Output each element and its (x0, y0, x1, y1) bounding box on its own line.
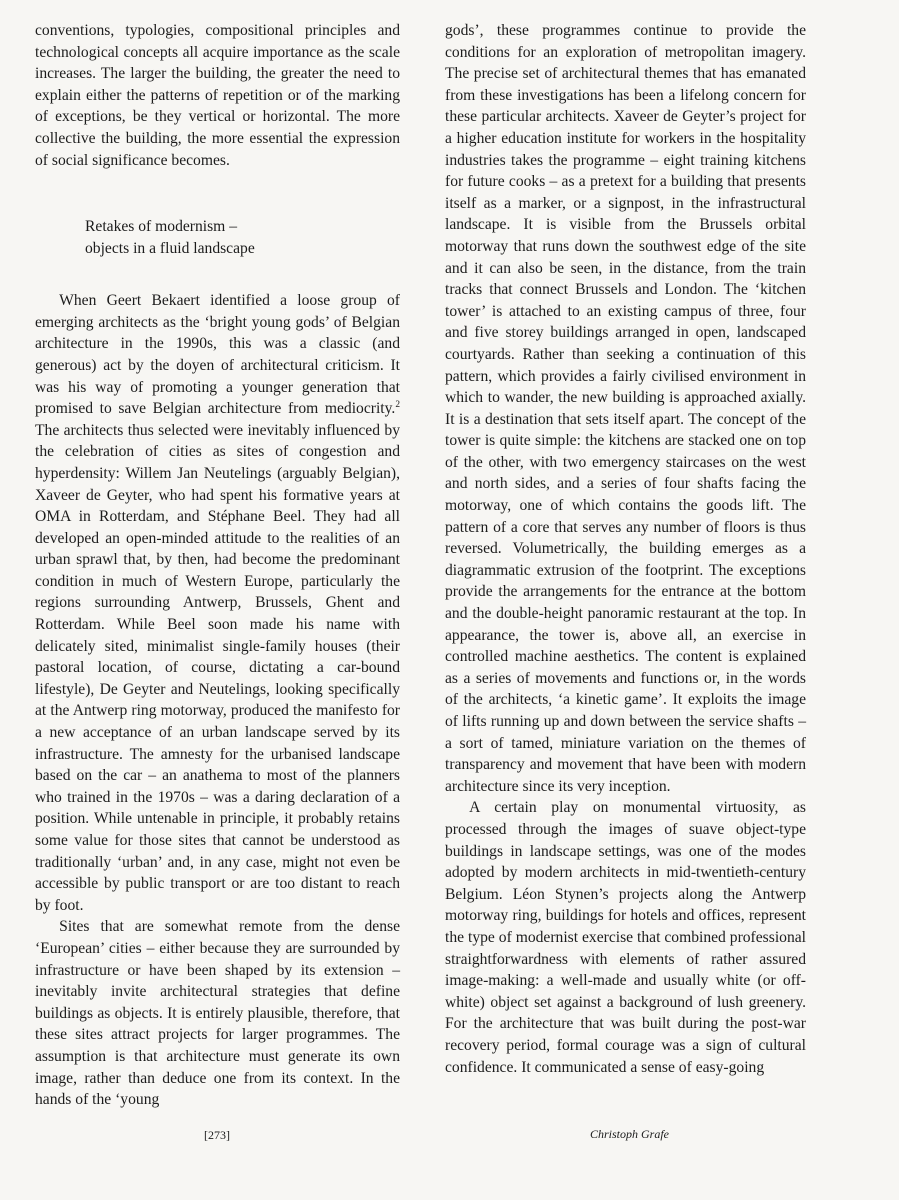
running-footer-author: Christoph Grafe (590, 1127, 670, 1141)
paragraph-monumental: A certain play on monumental virtuosity, as processed through the images of suave object-type buildings in landscape settings, was one of the modes adopted by modern architects in mid-twentieth-century Belgium. Léon Stynen’s projects along the Antwerp motorway ring, buildings for hotels and offices, represent the type of modernist exercise that combined professional straightforwardness with elements of rather assured image-making: a well-made and usually white (or off-white) object set against a background of lush greenery. For the architecture that was built during the post-war recovery period, formal courage was a sign of cultural confidence. It communicated a sense of easy-going (445, 799, 806, 1076)
section-heading-line-2: objects in a fluid landscape (85, 240, 255, 258)
left-column (35, 20, 400, 1111)
right-column (445, 20, 806, 1078)
footnote-ref[interactable]: 2 (395, 399, 400, 410)
section-heading-line-1: Retakes of modernism – (85, 218, 238, 236)
paragraph-bekaert-text-a: When Geert Bekaert identified a loose group of emerging architects as the ‘bright young gods’ of Belgian architecture in the 1990s, this was a classic (and generous) act by the doyen of architectural criticism. It was his way of promoting a younger generation that promised to save Belgian architecture from mediocrity. (35, 292, 400, 418)
paragraph-bekaert (35, 290, 400, 916)
paragraph-bekaert-text-b: The architects thus selected were inevitably influenced by the celebration of cities as sites of congestion and hyperdensity: Willem Jan Neutelings (arguably Belgian), Xaveer de Geyter, who had spent his formative years at OMA in Rotterdam, and Stéphane Beel. They had all developed an open-minded attitude to the realities of an urban sprawl that, by then, had become the predominant condition in much of Western Europe, particularly the regions surrounding Antwerp, Brussels, Ghent and Rotterdam. While Beel soon made his name with delicately sited, minimalist single-family houses (their pastoral location, of course, dictating a car-bound lifestyle), De Geyter and Neutelings, looking specifically at the Antwerp ring motorway, produced the manifesto for a new acceptance of an urban landscape served by its infrastructure. The amnesty for the urbanised landscape based on the car – an anathema to most of the planners who trained in the 1970s – was a daring declaration of a position. While untenable in principle, it probably retains some value for those sites that cannot be understood as traditionally ‘urban’ and, in any case, might not even be accessible by public transport or are too distant to reach by foot. (35, 421, 400, 914)
section-heading (85, 216, 400, 260)
paragraph-continued-right: gods’, these programmes continue to provide the conditions for an exploration of metropolitan imagery. The precise set of architectural themes that has emanated from these investigations has been a lifelong concern for these particular architects. Xaveer de Geyter’s project for a higher education institute for workers in the hospitality industries takes the programme – eight training kitchens for future cooks – as a pretext for a building that presents itself as a marker, or a signpost, in the infrastructural landscape. It is visible from the Brussels orbital motorway that runs down the southwest edge of the site and it can also be seen, in the distance, from the train tracks that connect Brussels and London. The ‘kitchen tower’ is attached to an existing campus of three, four and five storey buildings arranged in open, landscaped courtyards. Rather than seeking a continuation of this pattern, which provides a fairly civilised environment in which to wander, the new building is approached axially. It is a destination that sets itself apart. The concept of the tower is quite simple: the kitchens are stacked one on top of the other, with two emergency staircases on the west and north sides, and a series of four shafts facing the motorway, one of which contains the goods lift. The pattern of a core that serves any number of floors is thus reversed. Volumetrically, the building emerges as a diagrammatic extrusion of the footprint. The exceptions provide the arrangements for the entrance at the bottom and the double-height panoramic restaurant at the top. In appearance, the tower is, above all, an exercise in controlled machine aesthetics. The content is explained as a series of movements and functions or, in the words of the architects, ‘a kinetic game’. It exploits the image of lifts running up and down between the service shafts – a sort of tamed, miniature variation on the themes of transparency and movement that have been with modern architecture since its very inception. (445, 22, 806, 795)
paragraph-continued: conventions, typologies, compositional principles and technological concepts all acquire importance as the scale increases. The larger the building, the greater the need to explain either the patterns of repetition or of the marking of exceptions, be they vertical or horizontal. The more collective the building, the more essential the expression of social significance becomes. (35, 22, 400, 169)
page-number: [273] (204, 1128, 230, 1142)
paragraph-sites: Sites that are somewhat remote from the dense ‘European’ cities – either because they are surrounded by infrastructure or have been shaped by its extension – inevitably invite architectural strategies that define buildings as objects. It is entirely plausible, therefore, that these sites attract projects for larger programmes. The assumption is that architecture must generate its own image, rather than deduce one from its context. In the hands of the ‘young (35, 918, 400, 1109)
